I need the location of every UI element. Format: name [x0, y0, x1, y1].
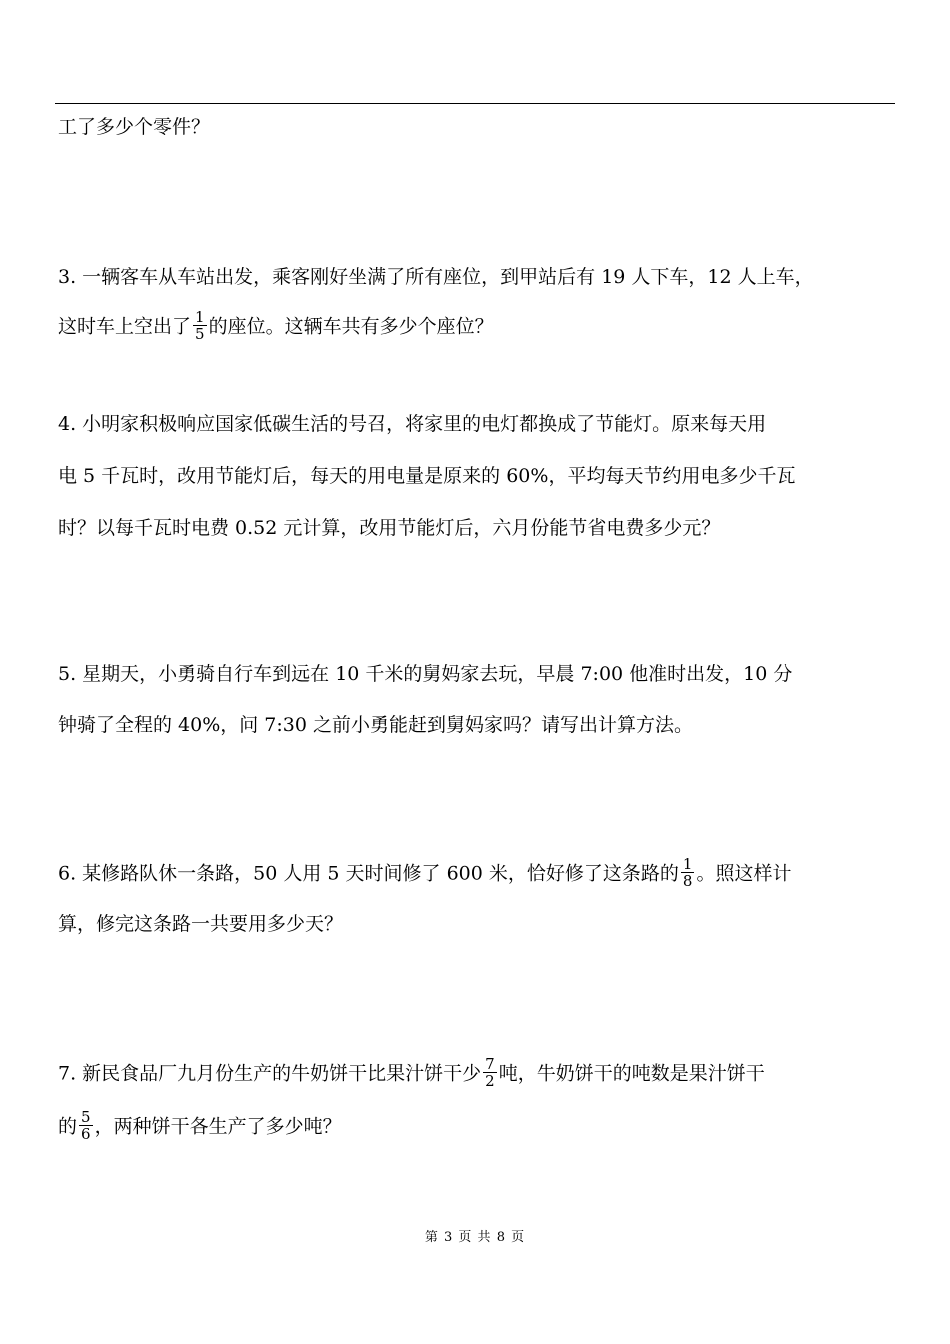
problem-6-line-2: 算，修完这条路一共要用多少天？	[58, 913, 344, 935]
problem-7-text-c: 的	[58, 1115, 78, 1138]
fraction-numerator: 1	[682, 855, 693, 873]
fraction-one-fifth	[193, 309, 207, 342]
problem-7-text-b: 吨，牛奶饼干的吨数是果汁饼干	[498, 1062, 765, 1085]
problem-7-line-1	[58, 1055, 898, 1091]
problem-6-line-1	[58, 855, 898, 891]
problem-6-text-b: 。照这样计	[696, 862, 792, 885]
fraction-denominator: 5	[195, 325, 205, 343]
header-rule	[55, 103, 895, 104]
problem-4-line-3: 时？以每千瓦时电费 0.52 元计算，改用节能灯后，六月份能节省电费多少元？	[58, 517, 721, 539]
problem-7-text-a: 7. 新民食品厂九月份生产的牛奶饼干比果汁饼干少	[58, 1062, 482, 1085]
fraction-five-sixths	[79, 1109, 93, 1142]
continuation-text: 工了多少个零件？	[58, 116, 211, 138]
problem-4-line-1: 4. 小明家积极响应国家低碳生活的号召，将家里的电灯都换成了节能灯。原来每天用	[58, 413, 767, 435]
fraction-denominator: 2	[485, 1072, 495, 1090]
problem-3-line-2	[58, 308, 898, 344]
fraction-numerator: 7	[485, 1055, 495, 1073]
fraction-denominator: 8	[682, 872, 693, 890]
page-footer: 第 3 页 共 8 页	[424, 1230, 526, 1245]
problem-6-text-a: 6. 某修路队休一条路，50 人用 5 天时间修了 600 米，恰好修了这条路的	[58, 862, 679, 885]
fraction-one-eighth	[681, 856, 695, 889]
fraction-numerator: 5	[81, 1108, 91, 1126]
fraction-seven-halves	[483, 1056, 497, 1089]
problem-3-text-a: 这时车上空出了	[58, 315, 192, 338]
problem-3-line-1: 3. 一辆客车从车站出发，乘客刚好坐满了所有座位，到甲站后有 19 人下车，12 人上车，	[58, 266, 814, 288]
problem-7-line-2	[58, 1108, 898, 1144]
problem-3-text-b: 的座位。这辆车共有多少个座位？	[208, 315, 494, 338]
fraction-numerator: 1	[195, 308, 205, 326]
problem-4-line-2: 电 5 千瓦时，改用节能灯后，每天的用电量是原来的 60%，平均每天节约用电多少千瓦	[58, 465, 796, 487]
problem-7-text-d: ，两种饼干各生产了多少吨？	[94, 1115, 342, 1138]
problem-5-line-1: 5. 星期天，小勇骑自行车到远在 10 千米的舅妈家去玩，早晨 7:00 他准时出发，10 分	[58, 663, 793, 685]
fraction-denominator: 6	[81, 1125, 91, 1143]
problem-5-line-2: 钟骑了全程的 40%，问 7:30 之前小勇能赶到舅妈家吗？请写出计算方法。	[58, 714, 694, 736]
